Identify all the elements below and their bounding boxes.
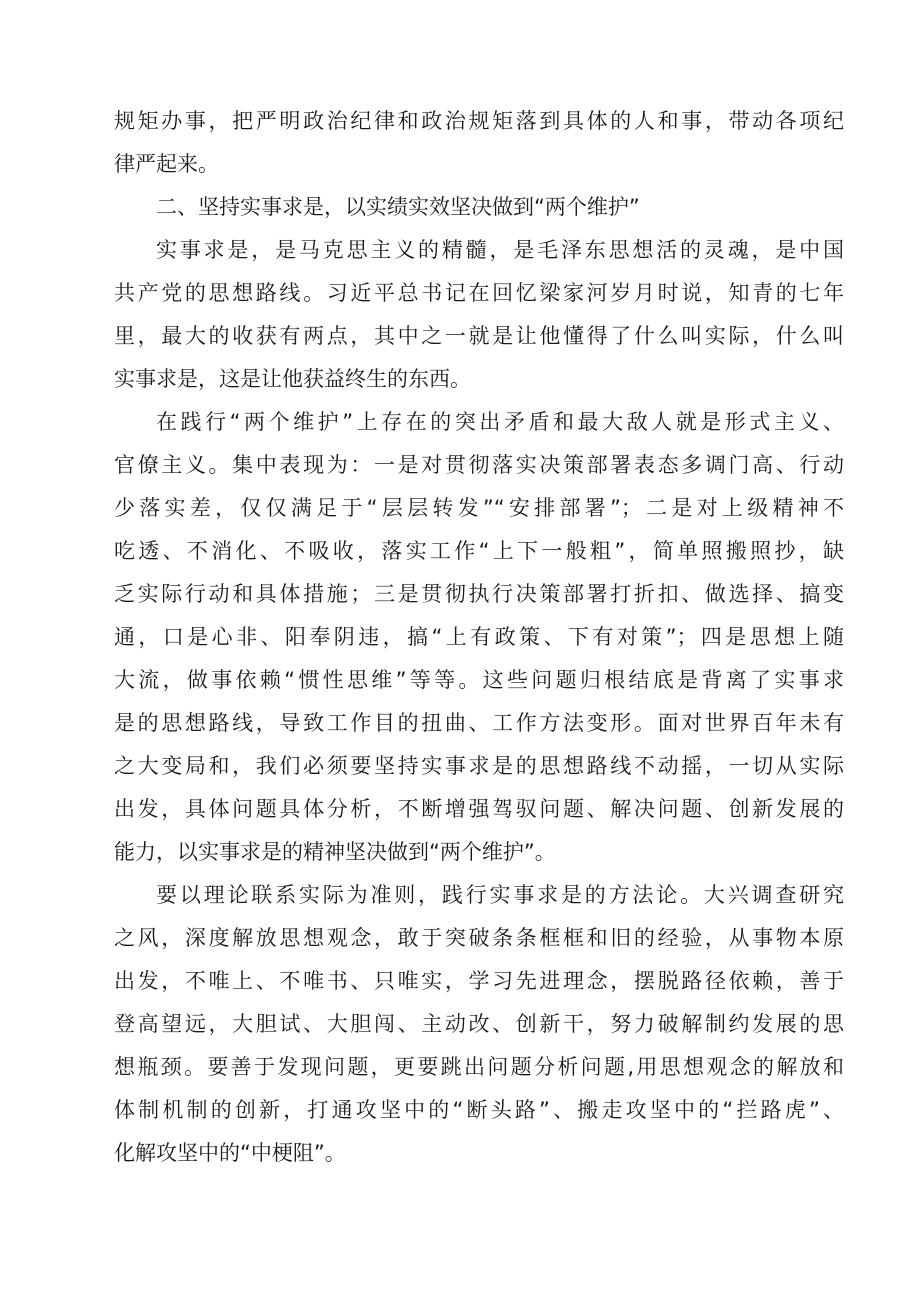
text-line: 里，最大的收获有两点，其中之一就是让他懂得了什么叫实际，什么叫	[114, 324, 844, 348]
text-line: 要以理论联系实际为准则，践行实事求是的方法论。大兴调查研究	[156, 883, 844, 907]
paragraph	[114, 100, 844, 186]
text-line: 少落实差，仅仅满足于“层层转发”“安排部署”；二是对上级精神不	[114, 496, 844, 520]
text-line: 实事求是，这是让他获益终生的东西。	[114, 367, 471, 391]
text-line: 实事求是，是马克思主义的精髓，是毛泽东思想活的灵魂，是中国	[156, 238, 844, 262]
text-line: 想瓶颈。要善于发现问题，更要跳出问题分析问题,用思想观念的解放和	[114, 1055, 844, 1079]
text-line: 规矩办事，把严明政治纪律和政治规矩落到具体的人和事，带动各项纪	[114, 109, 844, 133]
text-line: 吃透、不消化、不吸收，落实工作“上下一般粗”，简单照搬照抄，缺	[114, 539, 844, 563]
text-line: 共产党的思想路线。习近平总书记在回忆梁家河岁月时说，知青的七年	[114, 281, 844, 305]
text-line: 体制机制的创新，打通攻坚中的“断头路”、搬走攻坚中的“拦路虎”、	[114, 1098, 844, 1122]
text-line: 之风，深度解放思想观念，敢于突破条条框框和旧的经验，从事物本原	[114, 926, 844, 950]
text-line: 是的思想路线，导致工作目的扭曲、工作方法变形。面对世界百年未有	[114, 711, 844, 735]
text-line: 出发，具体问题具体分析，不断增强驾驭问题、解决问题、创新发展的	[114, 797, 844, 821]
text-line: 在践行“两个维护”上存在的突出矛盾和最大敌人就是形式主义、	[156, 410, 844, 434]
paragraph	[114, 874, 844, 1175]
paragraph	[114, 401, 844, 874]
text-line: 化解攻坚中的“中梗阻”。	[114, 1141, 346, 1165]
document-body	[114, 100, 844, 1175]
text-line: 官僚主义。集中表现为：一是对贯彻落实决策部署表态多调门高、行动	[114, 453, 844, 477]
text-line: 出发，不唯上、不唯书、只唯实，学习先进理念，摆脱路径依赖，善于	[114, 969, 844, 993]
text-line: 能力，以实事求是的精神坚决做到“两个维护”。	[114, 840, 556, 864]
text-line: 二、坚持实事求是，以实绩实效坚决做到“两个维护”	[156, 195, 640, 219]
text-line: 大流，做事依赖“惯性思维”等等。这些问题归根结底是背离了实事求	[114, 668, 844, 692]
section-heading	[114, 186, 844, 229]
text-line: 乏实际行动和具体措施；三是贯彻执行决策部署打折扣、做选择、搞变	[114, 582, 844, 606]
text-line: 律严起来。	[114, 152, 219, 176]
text-line: 通，口是心非、阳奉阴违，搞“上有政策、下有对策”；四是思想上随	[114, 625, 844, 649]
text-line: 登高望远，大胆试、大胆闯、主动改、创新干，努力破解制约发展的思	[114, 1012, 844, 1036]
paragraph	[114, 229, 844, 401]
text-line: 之大变局和，我们必须要坚持实事求是的思想路线不动摇，一切从实际	[114, 754, 844, 778]
